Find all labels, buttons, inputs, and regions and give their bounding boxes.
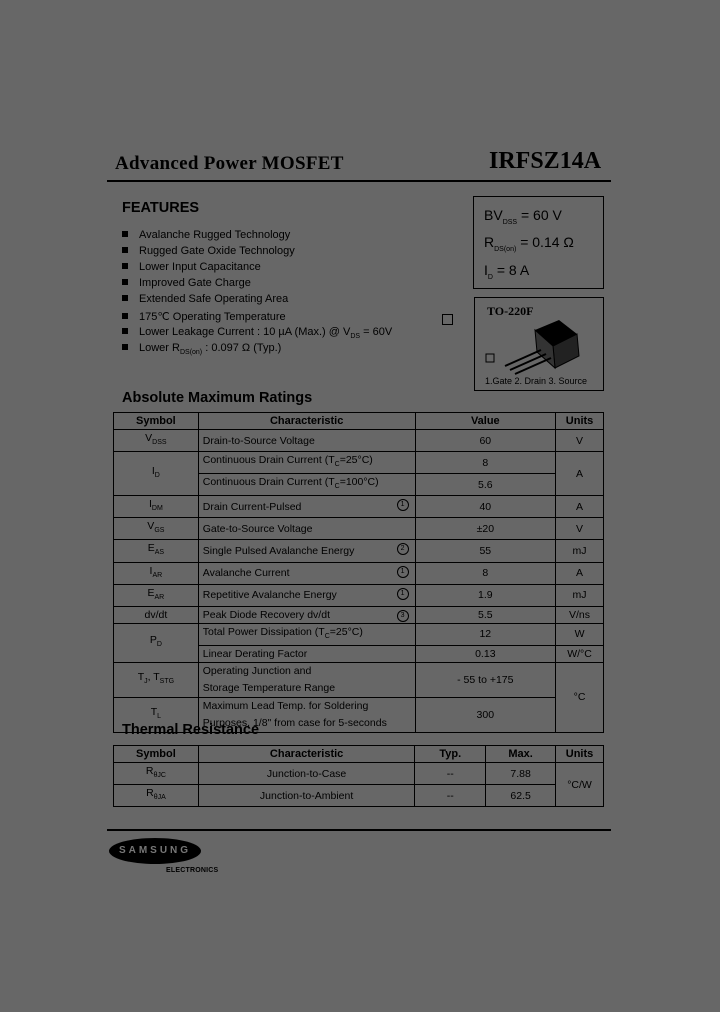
table-row: $E_{AS}$ Single Pulsed Avalanche Energy 2 55 mJ	[114, 540, 604, 562]
spec-rdson: $R_{DS(on)} = 0.14$ Ω	[484, 234, 574, 253]
table-row: $V_{GS}$ Gate-to-Source Voltage ±20 V	[114, 518, 604, 540]
table-row: $R_{\theta JA}$ Junction-to-Ambient -- 62.5	[114, 785, 604, 807]
table-row: $P_D$ Total Power Dissipation $(T_C=25^\circ C)$ 12 W	[114, 623, 604, 645]
bullet-icon	[122, 231, 128, 237]
table-row: $R_{\theta JC}$ Junction-to-Case -- 7.88 °C/W	[114, 763, 604, 785]
package-drawing-icon	[483, 316, 595, 376]
table-row: $T_L$ Maximum Lead Temp. for Soldering Purposes, 1/8" from case for 5-seconds 300	[114, 697, 604, 732]
logo-subtext: ELECTRONICS	[166, 867, 219, 874]
table-row: $E_{AR}$ Repetitive Avalanche Energy 1 1.9 mJ	[114, 584, 604, 606]
table-header-row: Symbol Characteristic Value Units	[114, 413, 604, 430]
bullet-icon	[122, 247, 128, 253]
note-marker: 3	[397, 610, 409, 622]
note-marker: 2	[397, 543, 409, 555]
feature-item: Improved Gate Charge	[122, 277, 251, 289]
thermal-heading: Thermal Resistance	[122, 722, 260, 738]
title-rule	[107, 180, 611, 182]
table-row: Continuous Drain Current $(T_C=100^\circ C)$ 5.6	[114, 474, 604, 496]
feature-item: Extended Safe Operating Area	[122, 293, 288, 305]
feature-item: Lower $R_{DS(on)}$ : 0.097 Ω (Typ.)	[122, 342, 281, 356]
bullet-icon	[122, 328, 128, 334]
table-row: dv/dt Peak Diode Recovery dv/dt 3 5.5 V/ns	[114, 606, 604, 623]
checkbox-square-icon	[442, 314, 453, 325]
thermal-table	[113, 745, 604, 807]
key-specs-box	[473, 196, 604, 289]
table-row: $I_D$ Continuous Drain Current $(T_C=25^\circ C)$ 8 A	[114, 452, 604, 474]
note-marker: 1	[397, 499, 409, 511]
feature-item: Rugged Gate Oxide Technology	[122, 245, 295, 257]
note-marker: 1	[397, 588, 409, 600]
spec-bvdss: $BV_{DSS} = 60$ V	[484, 207, 562, 226]
bullet-icon	[122, 279, 128, 285]
note-marker: 1	[397, 566, 409, 578]
table-row: $T_J$, $T_{STG}$ Operating Junction and Storage Temperature Range - 55 to +175 °C	[114, 662, 604, 697]
feature-item: 175℃ Operating Temperature	[122, 310, 286, 323]
package-pin-caption: 1.Gate 2. Drain 3. Source	[485, 376, 588, 386]
package-box	[474, 297, 604, 391]
table-row: Linear Derating Factor 0.13 W/°C	[114, 645, 604, 662]
table-row: $I_{AR}$ Avalanche Current 1 8 A	[114, 562, 604, 584]
logo-text: SAMSUNG	[118, 845, 192, 856]
bullet-icon	[122, 263, 128, 269]
bullet-icon	[122, 295, 128, 301]
document-title: Advanced Power MOSFET	[115, 153, 344, 174]
part-number: IRFSZ14A	[489, 148, 602, 174]
features-heading: FEATURES	[122, 200, 200, 216]
table-header-row: Symbol Characteristic Typ. Max. Units	[114, 746, 604, 763]
table-row: $I_{DM}$ Drain Current-Pulsed 1 40 A	[114, 496, 604, 518]
spec-id: $I_D = 8$ A	[484, 262, 530, 281]
table-row: $V_{DSS}$ Drain-to-Source Voltage 60 V	[114, 430, 604, 452]
abs-max-heading: Absolute Maximum Ratings	[122, 390, 313, 406]
footer-rule	[107, 829, 611, 831]
feature-item: Avalanche Rugged Technology	[122, 229, 290, 241]
abs-max-table	[113, 412, 604, 733]
package-name: TO-220F	[487, 304, 534, 318]
bullet-icon	[122, 313, 128, 319]
bullet-icon	[122, 344, 128, 350]
feature-item: Lower Leakage Current : 10 µA (Max.) @ $V_{DS} = 60V$	[122, 326, 392, 340]
feature-item: Lower Input Capacitance	[122, 261, 261, 273]
